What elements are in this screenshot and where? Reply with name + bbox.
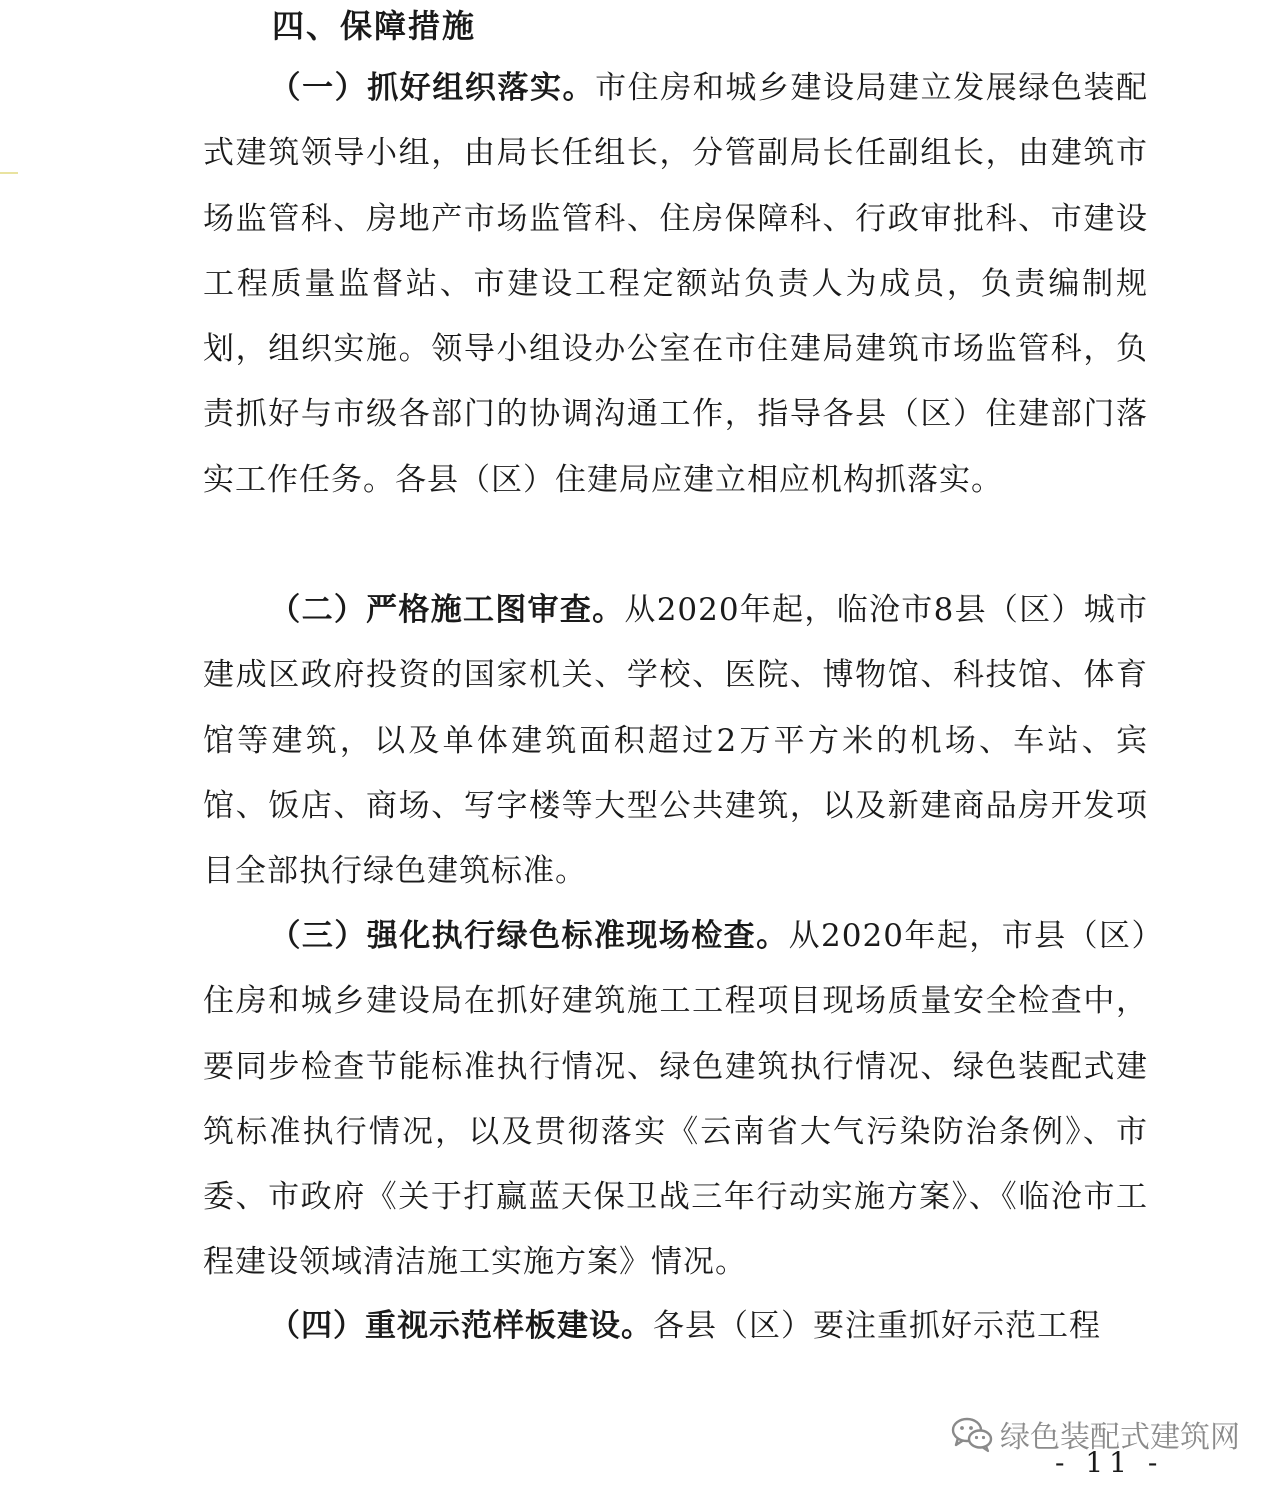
page-number: - 11 - bbox=[1055, 1446, 1164, 1479]
paragraph-4-body: 各县（区）要注重抓好示范工程 bbox=[653, 1308, 1101, 1344]
paragraph-2-body: 从2020年起，临沧市8县（区）城市建成区政府投资的国家机关、学校、医院、博物馆、科技馆、体育馆等建筑，以及单体建筑面积超过2万平方米的机场、车站、宾馆、饭店、商场、写字楼等大型公共建筑，以及新建商品房开发项目全部执行绿色建筑标准。 bbox=[203, 592, 1148, 890]
scan-edge-mark bbox=[0, 172, 18, 174]
paragraph-3-title: （三）强化执行绿色标准现场检查。 bbox=[269, 918, 789, 954]
paragraph-1 bbox=[203, 56, 1148, 513]
paragraph-3 bbox=[203, 904, 1148, 1296]
paragraph-4 bbox=[203, 1294, 1148, 1359]
paragraph-1-body: 市住房和城乡建设局建立发展绿色装配式建筑领导小组，由局长任组长，分管副局长任副组长，由建筑市场监管科、房地产市场监管科、住房保障科、行政审批科、市建设工程质量监督站、市建设工程定额站负责人为成员，负责编制规划，组织实施。领导小组设办公室在市住建局建筑市场监管科，负责抓好与市级各部门的协调沟通工作，指导各县（区）住建部门落实工作任务。各县（区）住建局应建立相应机构抓落实。 bbox=[203, 70, 1149, 498]
section-heading: 四、保障措施 bbox=[272, 7, 477, 45]
paragraph-2-title: （二）严格施工图审查。 bbox=[269, 592, 625, 628]
paragraph-4-title: （四）重视示范样板建设。 bbox=[269, 1308, 653, 1344]
paragraph-1-title: （一）抓好组织落实。 bbox=[269, 70, 596, 106]
paragraph-2 bbox=[203, 578, 1148, 904]
wechat-icon bbox=[950, 1415, 994, 1453]
watermark-text: 绿色装配式建筑网 bbox=[1000, 1420, 1240, 1455]
paragraph-3-body: 从2020年起，市县（区）住房和城乡建设局在抓好建筑施工工程项目现场质量安全检查中，要同步检查节能标准执行情况、绿色建筑执行情况、绿色装配式建筑标准执行情况，以及贯彻落实《云南省大气污染防治条例》、市委、市政府《关于打赢蓝天保卫战三年行动实施方案》、《临沧市工程建设领域清洁施工实施方案》情况。 bbox=[203, 918, 1148, 1281]
